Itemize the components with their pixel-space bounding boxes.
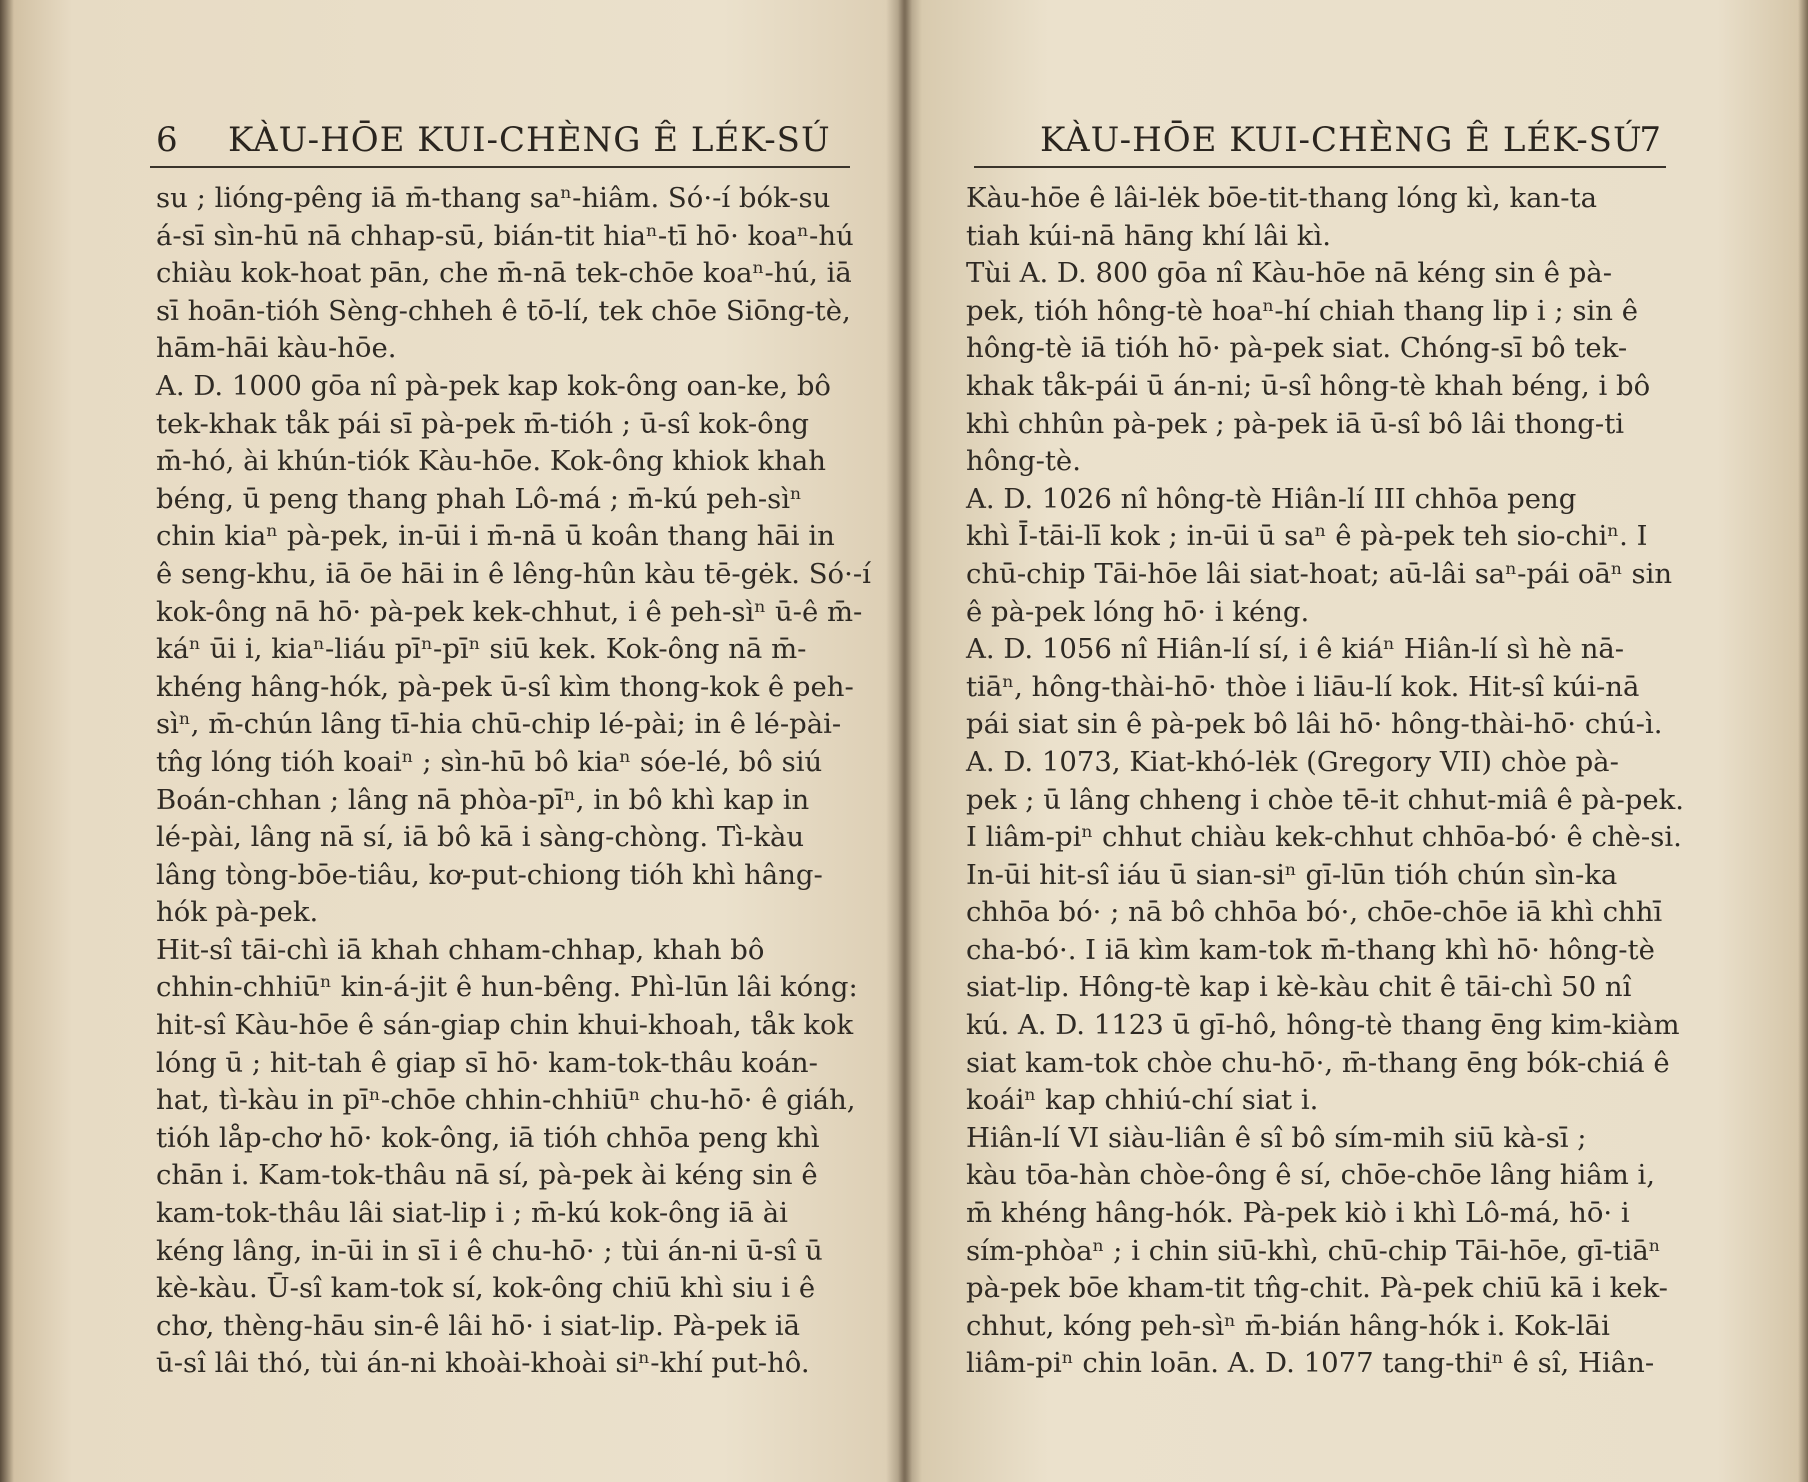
left-page-number: 6 [156, 120, 179, 160]
text-line: Kàu-hōe ê lâi-lėk bōe-tit-thang lóng kì, kan-ta [966, 182, 1597, 214]
text-line: I liâm-piⁿ chhut chiàu kek-chhut chhōa-bó· ê chè-si. [966, 821, 1682, 854]
text-line: tek-khak tåk pái sī pà-pek m̄-tióh ; ū-sî kok-ông [156, 407, 810, 440]
text-line: chhut, kóng peh-sìⁿ m̄-bián hâng-hók i. Kok-lāi [966, 1309, 1610, 1342]
left-running-title: KÀU-HŌE KUI-CHÈNG Ê LÉK-SÚ [228, 120, 831, 160]
text-line: pái siat sin ê pà-pek bô lâi hō· hông-thài-hō· chú-ì. [966, 708, 1663, 741]
text-line: pek ; ū lâng chheng i chòe tē-it chhut-miâ ê pà-pek. [966, 783, 1685, 816]
text-line: kàu tōa-hàn chòe-ông ê sí, chōe-chōe lâng hiâm i, [966, 1159, 1656, 1192]
text-line: m̄-hó, ài khún-tiók Kàu-hōe. Kok-ông khiok khah [156, 445, 826, 478]
text-line: chiàu kok-hoat pān, che m̄-nā tek-chōe koaⁿ-hú, iā [156, 257, 852, 290]
text-line: ū-sî lâi thó, tùi án-ni khoài-khoài siⁿ-khí put-hô. [156, 1347, 810, 1380]
text-line: tiah kúi-nā hāng khí lâi kì. [966, 219, 1332, 252]
text-line: Hit-sî tāi-chì iā khah chham-chhap, khah bô [156, 933, 765, 966]
text-line: A. D. 1026 nî hông-tè Hiân-lí III chhōa peng [966, 482, 1577, 515]
text-line: hók pà-pek. [156, 896, 319, 929]
text-line: koáiⁿ kap chhiú-chí siat i. [966, 1084, 1319, 1117]
text-line: chū-chip Tāi-hōe lâi siat-hoat; aū-lâi saⁿ-pái oāⁿ sin [966, 557, 1673, 590]
text-line: káⁿ ūi i, kiaⁿ-liáu pīⁿ-pīⁿ siū kek. Kok-ông nā m̄- [156, 633, 807, 666]
text-line: siat kam-tok chòe chu-hō·, m̄-thang ēng bók-chiá ê [966, 1046, 1670, 1079]
text-line: béng, ū peng thang phah Lô-má ; m̄-kú peh-sìⁿ [156, 482, 802, 515]
text-line: m̄ khéng hâng-hók. Pà-pek kiò i khì Lô-má, hō· i [966, 1197, 1630, 1230]
text-line: A. D. 1073, Kiat-khó-lėk (Gregory VII) chòe pà- [966, 745, 1619, 778]
right-page-number: 7 [1639, 120, 1662, 160]
text-line: ê seng-khu, iā ōe hāi in ê lêng-hûn kàu tē-gėk. Só·-í [156, 557, 871, 590]
text-line: hit-sî Kàu-hōe ê sán-giap chin khui-khoah, tåk kok [156, 1009, 854, 1042]
text-line: In-ūi hit-sî iáu ū sian-siⁿ gī-lūn tióh chún sìn-ka [966, 858, 1618, 891]
text-line: sím-phòaⁿ ; i chin siū-khì, chū-chip Tāi-hōe, gī-tiāⁿ [966, 1234, 1661, 1267]
text-line: kéng lâng, in-ūi in sī i ê chu-hō· ; tùi án-ni ū-sî ū [156, 1234, 823, 1267]
text-line: khéng hâng-hók, pà-pek ū-sî kìm thong-kok ê peh- [156, 670, 854, 703]
text-line: hông-tè iā tióh hō· pà-pek siat. Chóng-sī bô tek- [966, 332, 1628, 365]
text-line: khì chhûn pà-pek ; pà-pek iā ū-sî bô lâi thong-ti [966, 407, 1625, 440]
text-line: tiāⁿ, hông-thài-hō· thòe i liāu-lí kok. Hit-sî kúi-nā [966, 670, 1640, 703]
text-line: hām-hāi kàu-hōe. [156, 332, 397, 365]
text-line: cha-bó·. I iā kìm kam-tok m̄-thang khì hō· hông-tè [966, 933, 1655, 966]
text-line: lâng tòng-bōe-tiâu, kơ-put-chiong tióh khì hâng- [156, 858, 823, 891]
text-line: chhin-chhiūⁿ kin-á-jit ê hun-bêng. Phì-lūn lâi kóng: [156, 971, 858, 1004]
text-line: chơ, thèng-hāu sin-ê lâi hō· i siat-lip. Pà-pek iā [156, 1309, 801, 1342]
text-line: Tùi A. D. 800 gōa nî Kàu-hōe nā kéng sin ê pà- [966, 257, 1612, 290]
text-line: kam-tok-thâu lâi siat-lip i ; m̄-kú kok-ông iā ài [156, 1197, 788, 1230]
text-line: A. D. 1000 gōa nî pà-pek kap kok-ông oan-ke, bô [156, 369, 831, 402]
right-page-header [974, 118, 1666, 168]
text-line: khì Ī-tāi-lī kok ; in-ūi ū saⁿ ê pà-pek teh sio-chiⁿ. I [966, 520, 1648, 553]
right-book-edge [1798, 0, 1808, 1482]
text-line: ê pà-pek lóng hō· i kéng. [966, 595, 1310, 628]
text-line: kok-ông nā hō· pà-pek kek-chhut, i ê peh-sìⁿ ū-ê m̄- [156, 595, 863, 628]
text-line: Hiân-lí VI siàu-liân ê sî bô sím-mih siū kà-sī ; [966, 1121, 1587, 1154]
text-line: hông-tè. [966, 445, 1081, 478]
text-line: kú. A. D. 1123 ū gī-hô, hông-tè thang ēng kim-kiàm [966, 1009, 1680, 1042]
text-line: A. D. 1056 nî Hiân-lí sí, i ê kiáⁿ Hiân-lí sì hè nā- [966, 633, 1625, 666]
right-page-body [966, 180, 1685, 1383]
text-line: siat-lip. Hông-tè kap i kè-kàu chit ê tāi-chì 50 nî [966, 971, 1632, 1004]
text-line: chān i. Kam-tok-thâu nā sí, pà-pek ài kéng sin ê [156, 1159, 818, 1192]
text-line: chin kiaⁿ pà-pek, in-ūi i m̄-nā ū koân thang hāi in [156, 520, 835, 553]
right-page [904, 0, 1808, 1482]
text-line: Boán-chhan ; lâng nā phòa-pīⁿ, in bô khì kap in [156, 783, 810, 816]
text-line: á-sī sìn-hū nā chhap-sū, bián-tit hiaⁿ-tī hō· koaⁿ-hú [156, 219, 854, 252]
text-line: tn̂g lóng tióh koaiⁿ ; sìn-hū bô kiaⁿ sóe-lé, bô siú [156, 745, 823, 778]
left-page-header [150, 118, 850, 168]
text-line: kè-kàu. Ū-sî kam-tok sí, kok-ông chiū khì siu i ê [156, 1272, 816, 1305]
text-line: pek, tióh hông-tè hoaⁿ-hí chiah thang lip i ; sin ê [966, 294, 1639, 327]
text-line: khak tåk-pái ū án-ni; ū-sî hông-tè khah béng, i bô [966, 369, 1651, 402]
text-line: pà-pek bōe kham-tit tn̂g-chit. Pà-pek chiū kā i kek- [966, 1272, 1668, 1305]
text-line: chhōa bó· ; nā bô chhōa bó·, chōe-chōe iā khì chhī [966, 896, 1663, 929]
left-page-body [156, 180, 871, 1383]
text-line: sī hoān-tióh Sèng-chheh ê tō-lí, tek chōe Siōng-tè, [156, 294, 851, 327]
text-line: tióh låp-chơ hō· kok-ông, iā tióh chhōa peng khì [156, 1121, 820, 1154]
text-line: lé-pài, lâng nā sí, iā bô kā i sàng-chòng. Tì-kàu [156, 821, 805, 854]
text-line: sìⁿ, m̄-chún lâng tī-hia chū-chip lé-pài; in ê lé-pài- [156, 708, 842, 741]
text-line: hat, tì-kàu in pīⁿ-chōe chhin-chhiūⁿ chu-hō· ê giáh, [156, 1084, 856, 1117]
text-line: su ; lióng-pêng iā m̄-thang saⁿ-hiâm. Só·-í bók-su [156, 182, 831, 214]
text-line: liâm-piⁿ chin loān. A. D. 1077 tang-thiⁿ ê sî, Hiân- [966, 1347, 1655, 1380]
text-line: lóng ū ; hit-tah ê giap sī hō· kam-tok-thâu koán- [156, 1046, 818, 1079]
right-running-title: KÀU-HŌE KUI-CHÈNG Ê LÉK-SÚ [1040, 120, 1643, 160]
